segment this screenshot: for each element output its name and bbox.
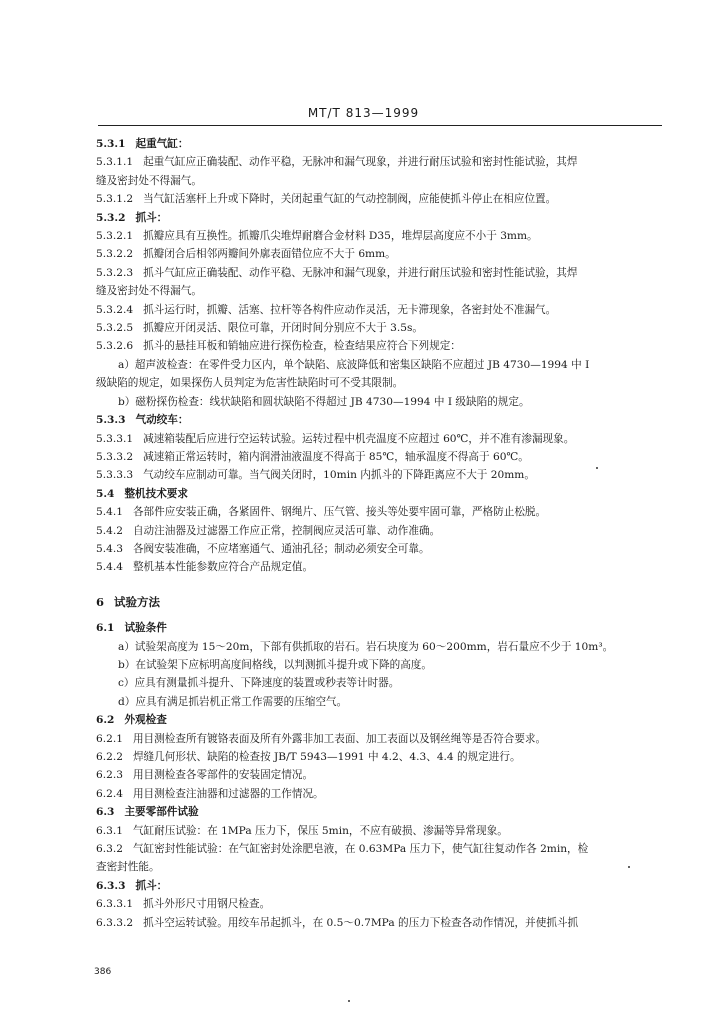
clause-number: 5.3.2.6	[96, 340, 134, 353]
clause-text: 抓斗空运转试验。用绞车吊起抓斗，在 0.5～0.7MPa 的压力下检查各动作情况，并使抓斗抓	[143, 916, 579, 929]
text-line	[96, 466, 664, 484]
clause-text: c）应具有测量抓斗提升、下降速度的装置或秒表等计时器。	[118, 677, 400, 690]
text-line	[96, 858, 664, 876]
clause-number: 6.2.3	[96, 769, 123, 782]
text-line	[96, 730, 664, 748]
standard-code-header: MT/T 813—1999	[307, 106, 420, 120]
clause-text: 焊缝几何形状、缺陷的检查按 JB/T 5943—1991 中 4.2、4.3、4.4 的规定进行。	[132, 751, 521, 763]
header-rule	[98, 125, 662, 126]
text-line	[96, 656, 664, 674]
clause-number: 6.2.2	[96, 751, 123, 763]
clause-number: 5.3.1	[96, 138, 126, 150]
clause-text: 抓斗：	[135, 879, 168, 892]
text-line	[96, 319, 664, 337]
clause-text: 气动绞车：	[135, 414, 189, 427]
text-line	[96, 153, 664, 171]
document-body	[96, 135, 664, 932]
text-line	[96, 448, 664, 466]
clause-number: 5.3.2.4	[96, 303, 134, 316]
clause-number: 6.3	[96, 806, 115, 819]
clause-number: 5.3.3.1	[96, 432, 134, 445]
clause-text: 抓斗运行时，抓瓣、活塞、拉杆等各构件应动作灵活，无卡滞现象，各密封处不准漏气。	[143, 303, 557, 316]
clause-text: 起重气缸应正确装配、动作平稳，无脉冲和漏气现象，并进行耐压试验和密封性能试验，其焊	[143, 156, 578, 169]
text-line	[96, 822, 664, 840]
clause-text: a）试验架高度为 15～20m，下部有供抓取的岩石。岩石块度为 60～200mm，岩石量应不少于 10m³。	[118, 640, 614, 653]
text-line	[96, 522, 664, 540]
clause-number: 6.3.3.2	[96, 916, 134, 929]
clause-text: 抓斗外形尺寸用钢尺检查。	[143, 898, 271, 911]
clause-number: 5.3.1.1	[96, 156, 134, 169]
section-title: 试验方法	[114, 594, 161, 609]
clause-number: 5.4.3	[96, 542, 123, 555]
clause-text: 抓斗：	[135, 211, 168, 224]
text-line	[96, 840, 664, 858]
clause-number: 6.1	[96, 622, 115, 635]
text-line	[96, 227, 664, 245]
clause-text: 气缸耐压试验：在 1MPa 压力下，保压 5min，不应有破损、渗漏等异常现象。	[132, 824, 508, 837]
clause-number: 6.3.3.1	[96, 898, 134, 911]
clause-number: 5.4.2	[96, 524, 123, 537]
text-line	[96, 895, 664, 913]
clause-number: 5.3.2.1	[96, 230, 134, 243]
clause-number: 5.3.3.2	[96, 450, 134, 463]
scan-speck	[596, 467, 598, 469]
clause-number: 5.4.4	[96, 561, 123, 574]
clause-text: 抓斗的悬挂耳板和销轴应进行探伤检查，检查结果应符合下列规定：	[143, 340, 461, 353]
clause-number: 5.4.1	[96, 506, 123, 519]
clause-text: 自动注油器及过滤器工作应正常，控制阀应灵活可靠、动作准确。	[132, 524, 441, 537]
text-line	[96, 430, 664, 448]
clause-number: 5.3.3.3	[96, 469, 134, 482]
clause-text: b）在试验架下应标明高度间格线，以判测抓斗提升或下降的高度。	[118, 658, 432, 671]
clause-text: 用目测检查各零部件的安装固定情况。	[132, 769, 314, 782]
clause-number: 5.3.1.2	[96, 193, 134, 206]
section-number: 6	[96, 594, 105, 609]
clause-number: 5.3.3	[96, 414, 126, 427]
text-line	[96, 558, 664, 576]
page-number: 386	[94, 967, 112, 977]
clause-number: 6.2.4	[96, 787, 123, 800]
clause-text: 用目测检查所有镀铬表面及所有外露非加工表面、加工表面以及钢丝绳等是否符合要求。	[132, 732, 547, 745]
clause-text: 查密封性能。	[96, 861, 160, 874]
text-line	[96, 914, 664, 932]
clause-text: 抓斗气缸应正确装配、动作平稳、无脉冲和漏气现象，并进行耐压试验和密封性能试验，其焊	[143, 266, 578, 279]
text-line	[96, 803, 664, 821]
clause-text: 抓瓣应开闭灵活、限位可靠，开闭时间分别应不大于 3.5s。	[143, 322, 423, 335]
clause-text: 减速箱正常运转时，箱内润滑油液温度不得高于 85℃，轴承温度不得高于 60℃。	[143, 450, 529, 463]
text-line	[96, 877, 664, 895]
clause-number: 5.3.2.3	[96, 266, 134, 279]
text-line	[96, 245, 664, 263]
clause-text: 抓瓣应具有互换性。抓瓣爪尖堆焊耐磨合金材料 D35，堆焊层高度应不小于 3mm。	[143, 230, 538, 243]
text-line	[96, 638, 664, 656]
clause-text: 当气缸活塞杆上升或下降时，关闭起重气缸的气动控制阀，应能使抓斗停止在相应位置。	[143, 193, 557, 206]
clause-number: 6.2.1	[96, 732, 123, 745]
text-line	[96, 374, 664, 392]
text-line	[96, 135, 664, 153]
clause-number: 6.3.3	[96, 879, 126, 892]
clause-text: 用目测检查注油器和过滤器的工作情况。	[132, 787, 324, 800]
clause-text: 各阀安装准确，不应堵塞通气、通油孔径；制动必须安全可靠。	[132, 542, 430, 555]
clause-number: 5.3.2.2	[96, 248, 134, 261]
text-line	[96, 674, 664, 692]
scan-speck	[348, 1000, 350, 1002]
text-line	[96, 172, 664, 190]
text-line	[96, 485, 664, 503]
section-6-block	[96, 619, 664, 932]
text-line	[96, 503, 664, 521]
spacer	[96, 577, 664, 587]
clause-number: 5.3.2.5	[96, 322, 134, 335]
text-line	[96, 693, 664, 711]
text-line	[96, 711, 664, 729]
clause-text: 整机技术要求	[124, 487, 188, 500]
clause-text: 缝及密封处不得漏气。	[96, 285, 202, 298]
text-line	[96, 748, 664, 766]
clause-number: 6.2	[96, 714, 115, 727]
clause-text: 各部件应安装正确，各紧固件、钢绳片、压气管、接头等处要牢固可靠，严格防止松脱。	[132, 506, 547, 519]
text-line	[96, 264, 664, 282]
scan-speck	[628, 866, 630, 868]
section-5-block	[96, 135, 664, 577]
clause-text: 抓瓣闭合后相邻两瓣间外廓表面错位应不大于 6mm。	[143, 248, 396, 261]
text-line	[96, 766, 664, 784]
clause-text: b）磁粉探伤检查：线状缺陷和圆状缺陷不得超过 JB 4730—1994 中 I 级缺陷的规定。	[118, 395, 530, 408]
text-line	[96, 540, 664, 558]
text-line	[96, 356, 664, 374]
clause-text: 试验条件	[124, 622, 167, 635]
text-line	[96, 785, 664, 803]
clause-number: 6.3.2	[96, 843, 123, 856]
clause-text: a）超声波检查：在零件受力区内，单个缺陷、底波降低和密集区缺陷不应超过 JB 4730—1994 中 I	[118, 358, 590, 371]
text-line	[96, 619, 664, 637]
clause-number: 5.3.2	[96, 211, 126, 224]
clause-text: 起重气缸：	[135, 138, 189, 150]
text-line	[96, 190, 664, 208]
clause-text: 外观检查	[124, 714, 167, 727]
text-line	[96, 393, 664, 411]
clause-text: 气缸密封性能试验：在气缸密封处涂肥皂液，在 0.63MPa 压力下，使气缸往复动作各 2min，检	[132, 843, 589, 856]
clause-text: d）应具有满足抓岩机正常工作需要的压缩空气。	[118, 695, 348, 708]
clause-text: 整机基本性能参数应符合产品规定值。	[132, 561, 314, 574]
text-line	[96, 209, 664, 227]
clause-text: 缝及密封处不得漏气。	[96, 174, 202, 187]
clause-number: 5.4	[96, 487, 115, 500]
text-line	[96, 337, 664, 355]
text-line	[96, 301, 664, 319]
clause-text: 主要零部件试验	[124, 806, 199, 819]
text-line	[96, 411, 664, 429]
text-line	[96, 282, 664, 300]
clause-number: 6.3.1	[96, 824, 123, 837]
clause-text: 级缺陷的规定，如果探伤人员判定为危害性缺陷时可不受其限制。	[96, 377, 404, 390]
section-6-heading	[96, 593, 664, 611]
clause-text: 减速箱装配后应进行空运转试验。运转过程中机壳温度不应超过 60℃，并不准有渗漏现象。	[143, 432, 575, 445]
clause-text: 气动绞车应制动可靠。当气阀关闭时，10min 内抓斗的下降距离应不大于 20mm。	[143, 469, 535, 482]
